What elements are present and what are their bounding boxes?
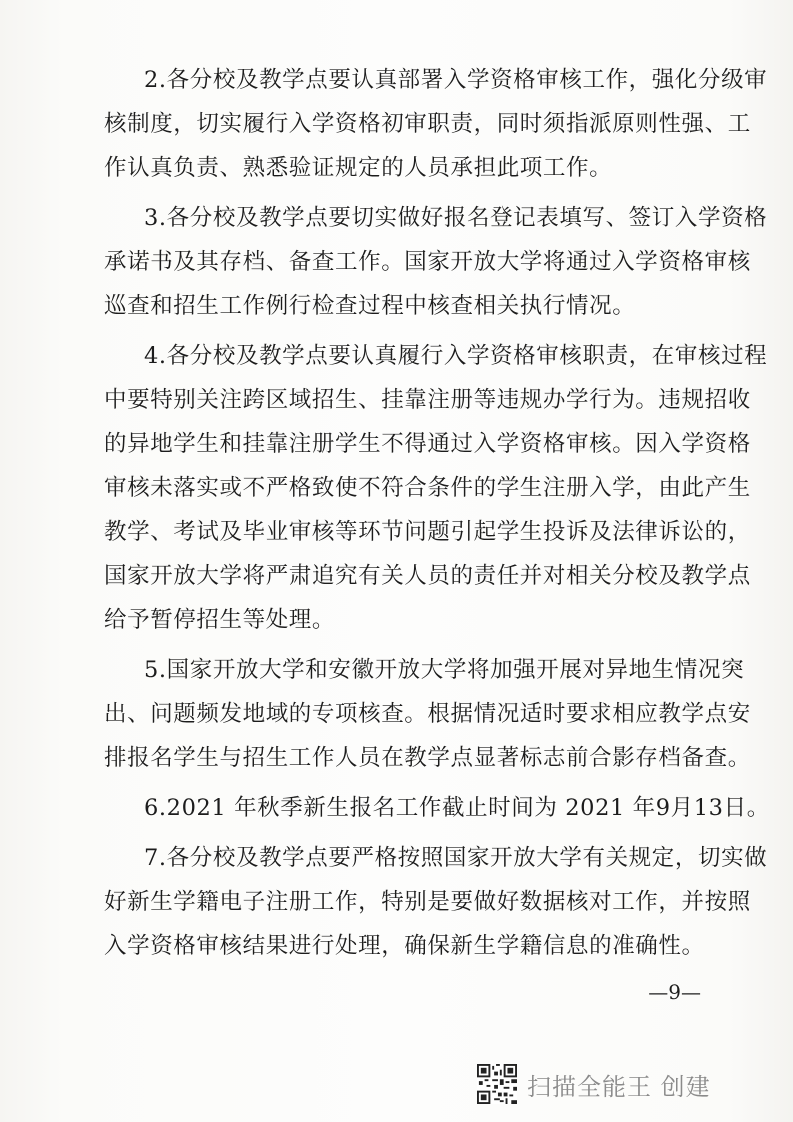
paragraph [104, 196, 768, 328]
paragraph [104, 786, 770, 830]
paragraph [104, 58, 768, 190]
text-line: 2.各分校及教学点要认真部署入学资格审核工作，强化分级审 [144, 67, 768, 93]
text-line: 4.各分校及教学点要认真履行入学资格审核职责，在审核过程 [144, 343, 768, 369]
scanner-watermark [477, 1062, 711, 1106]
text-line: 巡查和招生工作例行检查过程中核查相关执行情况。 [104, 293, 636, 319]
text-line: 好新生学籍电子注册工作，特别是要做好数据核对工作，并按照 [104, 889, 751, 915]
text-line: 审核未落实或不严格致使不符合条件的学生注册入学，由此产生 [104, 475, 751, 501]
page-number: —9— [648, 980, 701, 1004]
text-line: 国家开放大学将严肃追究有关人员的责任并对相关分校及教学点 [104, 563, 751, 589]
text-line: 入学资格审核结果进行处理，确保新生学籍信息的准确性。 [104, 933, 705, 959]
text-line: 的异地学生和挂靠注册学生不得通过入学资格审核。因入学资格 [104, 431, 751, 457]
text-line: 5.国家开放大学和安徽开放大学将加强开展对异地生情况突 [144, 657, 745, 683]
paragraph [104, 334, 768, 642]
text-line: 给予暂停招生等处理。 [104, 607, 336, 633]
text-line: 承诺书及其存档、备查工作。国家开放大学将通过入学资格审核 [104, 249, 751, 275]
paragraph [104, 648, 751, 780]
text-line: 出、问题频发地域的专项核查。根据情况适时要求相应教学点安 [104, 701, 751, 727]
text-line: 中要特别关注跨区域招生、挂靠注册等违规办学行为。违规招收 [104, 387, 751, 413]
text-line: 排报名学生与招生工作人员在教学点显著标志前合影存档备查。 [104, 745, 751, 771]
text-line: 教学、考试及毕业审核等环节问题引起学生投诉及法律诉讼的， [104, 519, 751, 545]
document-body [104, 58, 770, 974]
paragraph [104, 836, 768, 968]
text-line: 3.各分校及教学点要切实做好报名登记表填写、签订入学资格 [144, 205, 768, 231]
watermark-text: 扫描全能王 创建 [527, 1072, 711, 1101]
text-line: 核制度，切实履行入学资格初审职责，同时须指派原则性强、工 [104, 111, 751, 137]
text-line: 作认真负责、熟悉验证规定的人员承担此项工作。 [104, 155, 613, 181]
qr-code-icon [477, 1064, 517, 1104]
text-line: 7.各分校及教学点要严格按照国家开放大学有关规定，切实做 [144, 845, 768, 871]
text-line: 6.2021 年秋季新生报名工作截止时间为 2021 年9月13日。 [144, 795, 770, 821]
